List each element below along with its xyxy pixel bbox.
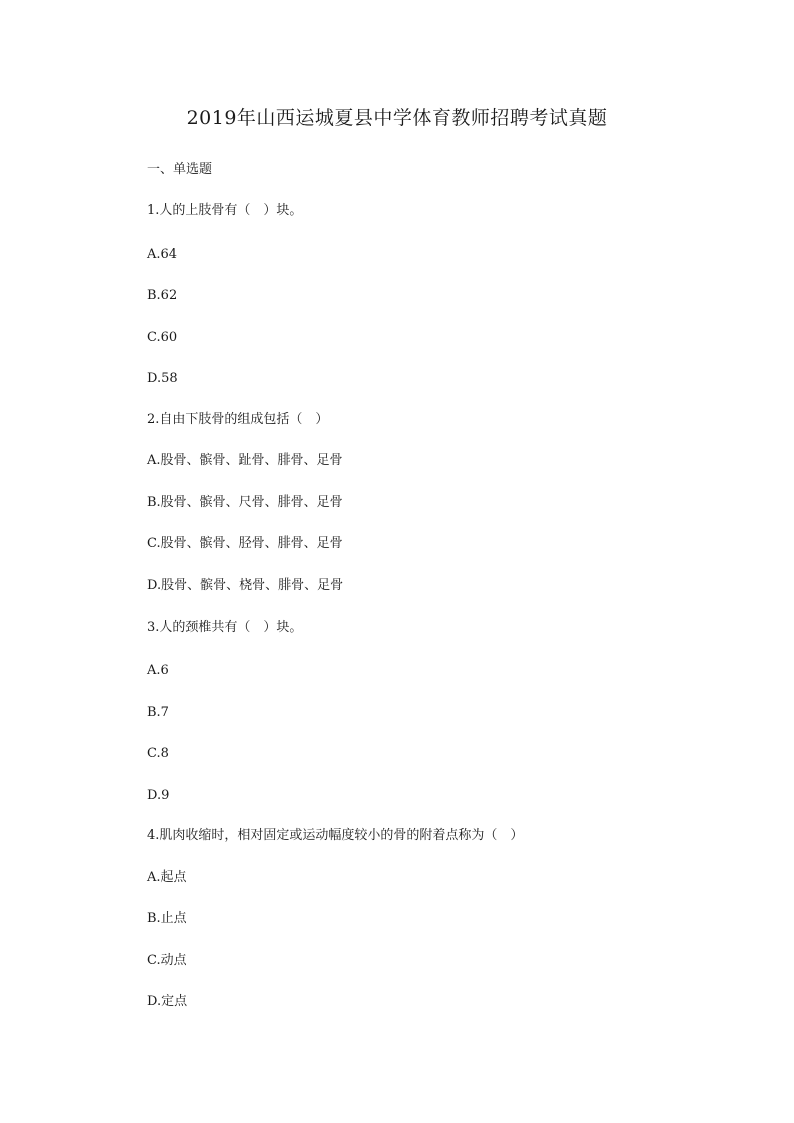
- question-1-stem: 1.人的上肢骨有（ ）块。: [147, 203, 303, 218]
- question-4-option-a: A.起点: [147, 870, 187, 885]
- section-heading: 一、单选题: [147, 162, 213, 177]
- question-3-option-d: D.9: [147, 788, 170, 803]
- question-1-option-c: C.60: [147, 330, 178, 345]
- question-4-option-b: B.止点: [147, 911, 187, 926]
- question-3-option-b: B.7: [147, 705, 169, 720]
- question-2-stem: 2.自由下肢骨的组成包括（ ）: [147, 412, 329, 427]
- question-1-option-a: A.64: [147, 247, 178, 262]
- question-2-option-c: C.股骨、髌骨、胫骨、腓骨、足骨: [147, 536, 343, 551]
- question-4-stem: 4.肌肉收缩时，相对固定或运动幅度较小的骨的附着点称为（ ）: [147, 828, 524, 843]
- question-2-option-b: B.股骨、髌骨、尺骨、腓骨、足骨: [147, 495, 343, 510]
- question-2-option-d: D.股骨、髌骨、桡骨、腓骨、足骨: [147, 578, 344, 593]
- question-4-option-d: D.定点: [147, 994, 188, 1009]
- question-1-option-b: B.62: [147, 288, 178, 303]
- page-title: 2019年山西运城夏县中学体育教师招聘考试真题: [186, 107, 608, 129]
- question-1-option-d: D.58: [147, 371, 178, 386]
- question-2-option-a: A.股骨、髌骨、趾骨、腓骨、足骨: [147, 453, 343, 468]
- question-3-option-c: C.8: [147, 746, 169, 761]
- question-3-stem: 3.人的颈椎共有（ ）块。: [147, 620, 303, 635]
- question-3-option-a: A.6: [147, 663, 169, 678]
- question-4-option-c: C.动点: [147, 953, 187, 968]
